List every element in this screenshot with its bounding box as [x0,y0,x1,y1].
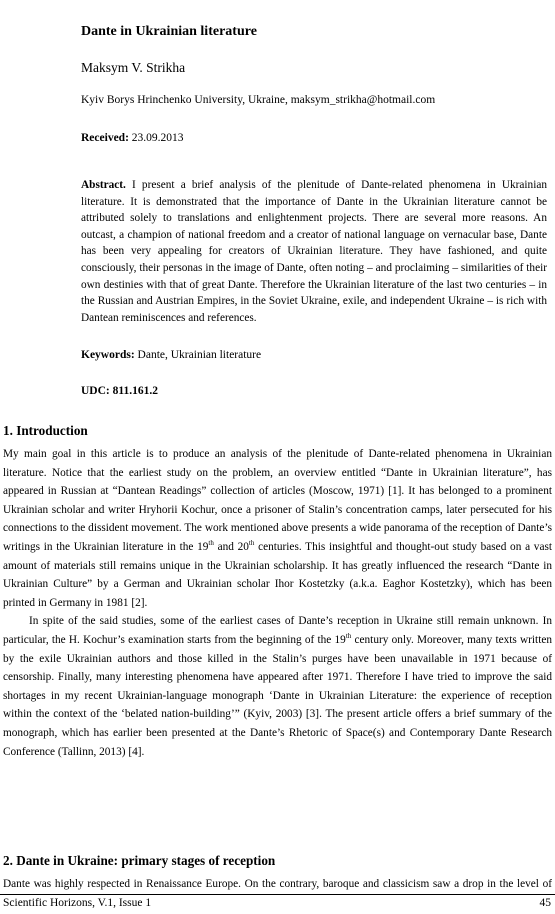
introduction-body [3,445,552,761]
abstract-label: Abstract. [81,179,126,191]
section-heading-introduction: 1. Introduction [3,423,88,438]
received-label: Received: [81,132,129,144]
keywords-text: Dante, Ukrainian literature [137,349,262,361]
section-heading-dante-in-ukraine: 2. Dante in Ukraine: primary stages of reception [3,853,276,868]
footer-divider [0,894,555,895]
received-date [81,132,184,144]
udc-code: UDC: 811.161.2 [81,385,158,397]
page-number: 45 [539,897,551,909]
author-affiliation: Kyiv Borys Hrinchenko University, Ukraine, maksym_strikha@hotmail.com [81,94,436,106]
section2-body: Dante was highly respected in Renaissance Europe. On the contrary, baroque and classicism saw a drop in the level of [3,878,552,890]
keywords-label: Keywords: [81,349,135,361]
author-name: Maksym V. Strikha [81,60,186,75]
paragraph: In spite of the said studies, some of the earliest cases of Dante’s reception in Ukraine still remain unknown. In particular, the H. Kochur’s examination starts from the beginning of the 19th century only. Moreover, many texts written by the exile Ukrainian authors and those killed in the Stalin’s purges have been unavailable in 1971 because of censorship. Finally, many interesting phenomena have appeared after 1971. Therefore I have tried to improve the said shortages in my recent Ukrainian-language monograph ‘Dante in Ukrainian Literature: the experience of reception within the context of the ‘belated nation-building’” (Kyiv, 2003) [3]. The present article offers a brief summary of the monograph, which has earlier been presented at the Dante’s Rhetoric of Space(s) and Contemporary Dante Research Conference (Tallinn, 2013) [4]. [3,615,552,758]
abstract-text: I present a brief analysis of the plenitude of Dante-related phenomena in Ukrainian literature. It is demonstrated that the importance of Dante in the Ukrainian literature cannot be attributed solely to translations and enlightenment projects. There are several more reasons. An outcast, a champion of national freedom and a creator of national language on vernacular base, Dante has been very appealing for creators of Ukrainian literature. They have fashioned, and quite consciously, their personas in the image of Dante, often noting – and proclaiming – similarities of their own destinies with that of great Dante. Therefore the Ukrainian literature of the last two centuries – in the Russian and Austrian Empires, in the Soviet Ukraine, exile, and independent Ukraine – is rich with Dantean reminiscences and references. [81,179,548,324]
keywords [81,349,261,361]
journal-footer: Scientific Horizons, V.1, Issue 1 [3,897,152,909]
abstract [81,177,547,326]
article-title: Dante in Ukrainian literature [81,24,257,39]
received-value: 23.09.2013 [131,132,184,144]
paragraph: My main goal in this article is to produce an analysis of the plenitude of Dante-related phenomena in Ukrainian literature. Notice that the earliest study on the problem, an overview entitled “Dante in Ukrainian literature”, has appeared in Russian at “Dantean Readings” collection of articles (Moscow, 1971) [1]. It has belonged to a prominent Ukrainian scholar and writer Hryhorii Kochur, once a prisoner of Stalin’s concentration camps, later persecuted for his connections to the dissident movement. The work mentioned above presents a wide panorama of the reception of Dante’s writings in the Ukrainian literature in the 19th and 20th centuries. This insightful and thought-out study based on a vast amount of materials still remains unique in the Ukrainian scholarship. It has greatly influenced the research “Dante in Ukrainian Culture” by a German and Ukrainian scholar Ihor Kostetzky (a.k.a. Eaghor Kostetzky), which has been printed in Germany in 1981 [2]. [3,448,552,609]
